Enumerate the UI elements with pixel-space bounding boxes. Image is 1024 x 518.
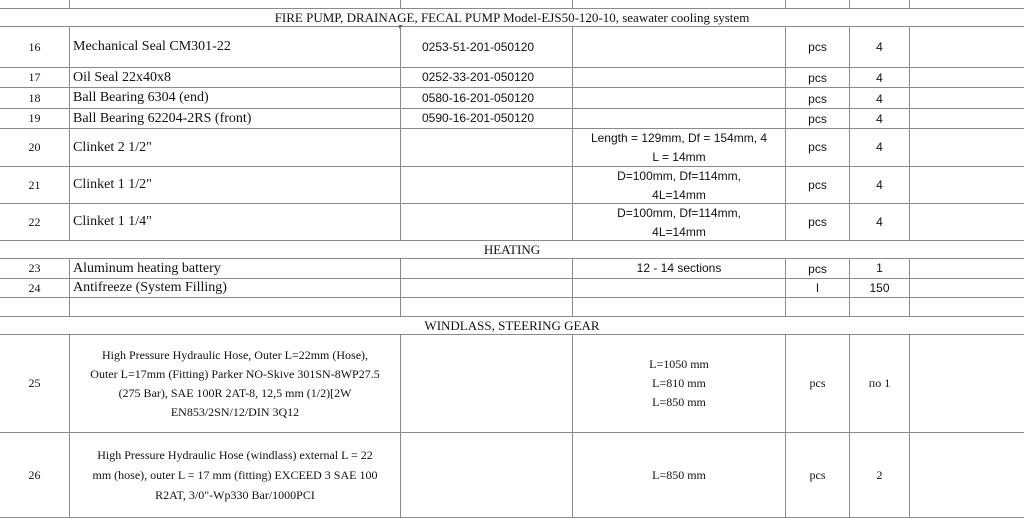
quantity: 4: [876, 92, 883, 106]
row-number: 17: [28, 70, 41, 84]
item-name: Clinket 1 1/4": [73, 214, 152, 229]
param-line: L=1050 mm: [649, 357, 709, 371]
row-number: 16: [28, 40, 41, 54]
row-number: 18: [28, 91, 41, 105]
param-line: L=810 mm: [652, 376, 706, 390]
item-name: [70, 335, 400, 432]
unit: pcs: [808, 140, 827, 154]
quantity: 150: [869, 281, 890, 295]
row-number: 25: [28, 376, 41, 390]
quantity: 4: [876, 71, 883, 85]
name-line: Outer L=17mm (Fitting) Parker NO-Skive 301SN-8WP27.5: [90, 366, 380, 381]
unit: pcs: [809, 376, 826, 390]
name-line: High Pressure Hydraulic Hose (windlass) external L = 22: [97, 448, 373, 462]
name-line: R2AT, 3/0"-Wp330 Bar/1000PCI: [155, 488, 315, 502]
name-line: EN853/2SN/12/DIN 3Q12: [170, 404, 300, 419]
part-code: 0590-16-201-050120: [422, 111, 535, 125]
param-line: D=100mm, Df=114mm,: [617, 206, 741, 220]
param-line: 4L=14mm: [652, 188, 706, 202]
parameters: [573, 335, 785, 432]
unit: pcs: [808, 71, 827, 85]
unit: pcs: [808, 178, 827, 192]
unit: pcs: [808, 215, 827, 229]
item-name: Ball Bearing 62204-2RS (front): [73, 111, 252, 126]
item-name: [70, 433, 400, 517]
row-number: 19: [28, 111, 41, 125]
item-name: Ball Bearing 6304 (end): [73, 90, 209, 105]
quantity: 4: [876, 112, 883, 126]
item-name: Clinket 1 1/2": [73, 177, 152, 192]
quantity: 4: [876, 140, 883, 154]
part-code: 0252-33-201-050120: [422, 70, 535, 84]
quantity: 1: [876, 261, 883, 275]
unit: pcs: [808, 40, 827, 54]
param-line: D=100mm, Df=114mm,: [617, 169, 741, 183]
quantity: 4: [876, 40, 883, 54]
row-number: 21: [28, 178, 41, 192]
quantity: 2: [876, 468, 883, 482]
section-header-fire-pump: FIRE PUMP, DRAINAGE, FECAL PUMP Model-EJS50-120-10, seawater cooling system: [274, 10, 750, 25]
param-line: L=850 mm: [652, 395, 706, 409]
name-line: mm (hose), outer L = 17 mm (fitting) EXCEED 3 SAE 100: [92, 468, 378, 482]
row-number: 22: [28, 215, 41, 229]
part-code: 0253-51-201-050120: [422, 40, 535, 54]
section-header-windlass: WINDLASS, STEERING GEAR: [424, 318, 600, 333]
quantity: 4: [876, 215, 883, 229]
item-name: Aluminum heating battery: [73, 261, 221, 276]
param-line: 4L=14mm: [652, 225, 706, 239]
quantity: 4: [876, 178, 883, 192]
param-line: Length = 129mm, Df = 154mm, 4: [590, 131, 768, 145]
name-line: High Pressure Hydraulic Hose, Outer L=22mm (Hose),: [101, 347, 369, 362]
param-line: L = 14mm: [652, 150, 706, 164]
parameters: [573, 167, 785, 203]
part-code: 0580-16-201-050120: [422, 91, 535, 105]
parameters: [573, 204, 785, 240]
row-number: 20: [28, 140, 41, 154]
section-header-heating: HEATING: [483, 242, 541, 257]
item-name: Clinket 2 1/2": [73, 140, 152, 155]
quantity: по 1: [868, 376, 891, 390]
row-number: 24: [28, 281, 41, 295]
unit: pcs: [808, 92, 827, 106]
item-name: Mechanical Seal CM301-22: [73, 39, 231, 54]
unit: pcs: [808, 262, 827, 276]
item-name: Oil Seal 22x40x8: [73, 70, 171, 85]
parameters: [573, 129, 785, 166]
unit: l: [816, 281, 819, 295]
row-number: 23: [28, 261, 41, 275]
name-line: (275 Bar), SAE 100R 2AT-8, 12,5 mm (1/2)[2W: [118, 385, 352, 400]
unit: pcs: [808, 112, 827, 126]
parameters: 12 - 14 sections: [636, 261, 722, 275]
parameters: L=850 mm: [652, 468, 706, 482]
item-name: Antifreeze (System Filling): [73, 280, 227, 295]
row-number: 26: [28, 468, 41, 482]
unit: pcs: [809, 468, 826, 482]
